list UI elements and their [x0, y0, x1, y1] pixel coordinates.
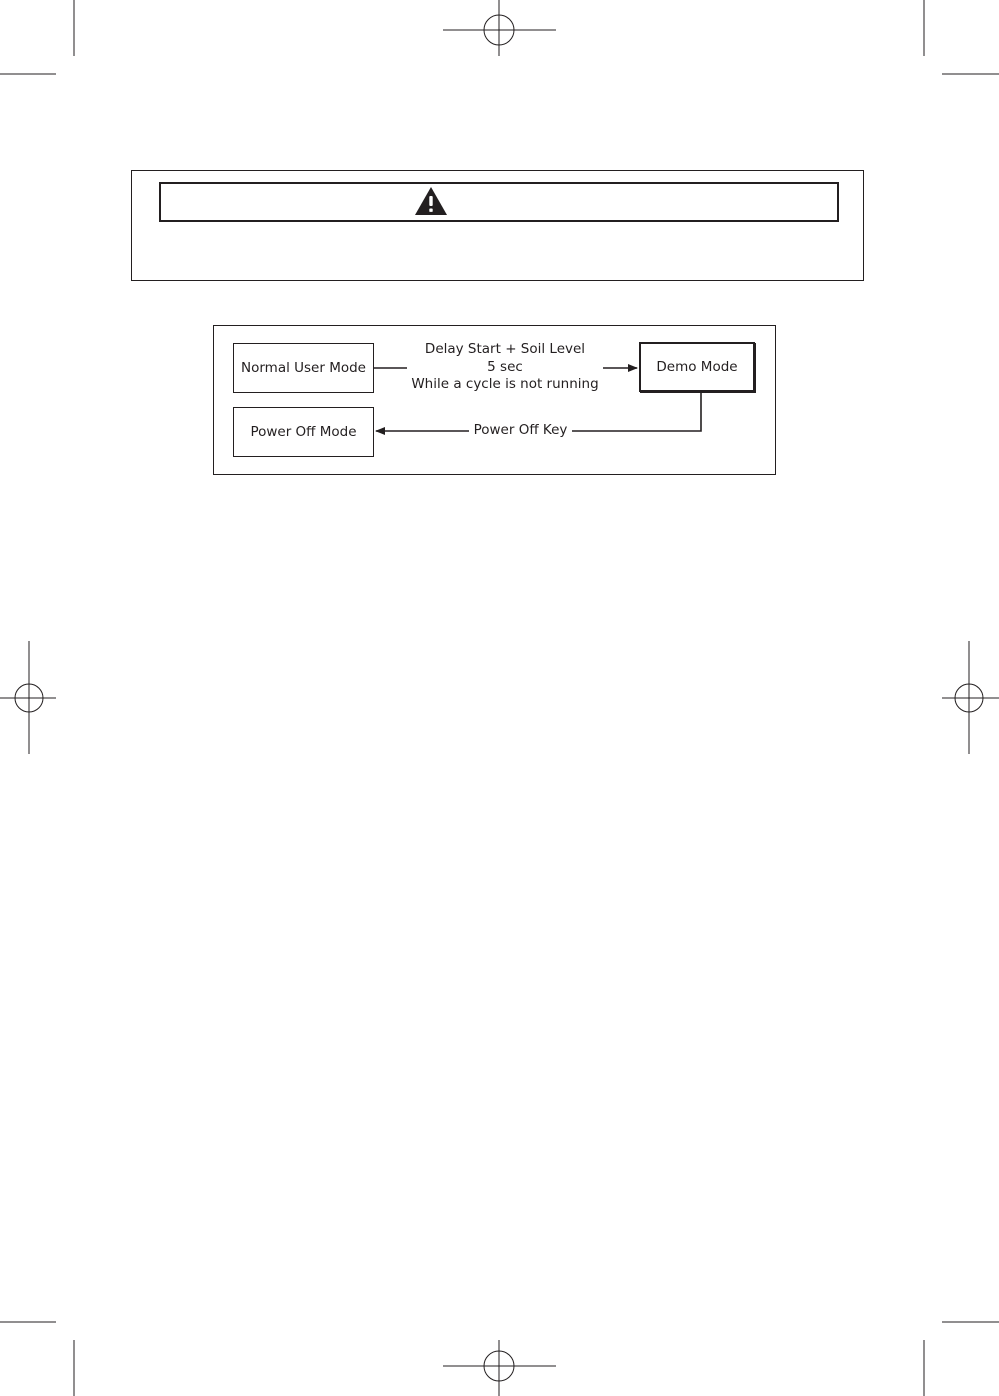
node-label: Demo Mode — [656, 359, 738, 375]
edge-label-line: Delay Start + Soil Level — [424, 341, 586, 357]
edge-label-line: 5 sec — [487, 358, 523, 375]
node-demo-mode — [639, 342, 755, 392]
edge-label-to-demo — [410, 341, 600, 394]
node-label: Normal User Mode — [241, 360, 366, 376]
node-label: Power Off Mode — [250, 424, 357, 440]
edge-label-to-power-off — [472, 422, 569, 440]
edge-label-line: While a cycle is not running — [411, 376, 599, 392]
edge-label-line: Power Off Key — [473, 422, 568, 438]
connector-demo-to-label — [572, 392, 701, 431]
node-normal-user-mode — [233, 343, 374, 393]
node-power-off-mode — [233, 407, 374, 457]
